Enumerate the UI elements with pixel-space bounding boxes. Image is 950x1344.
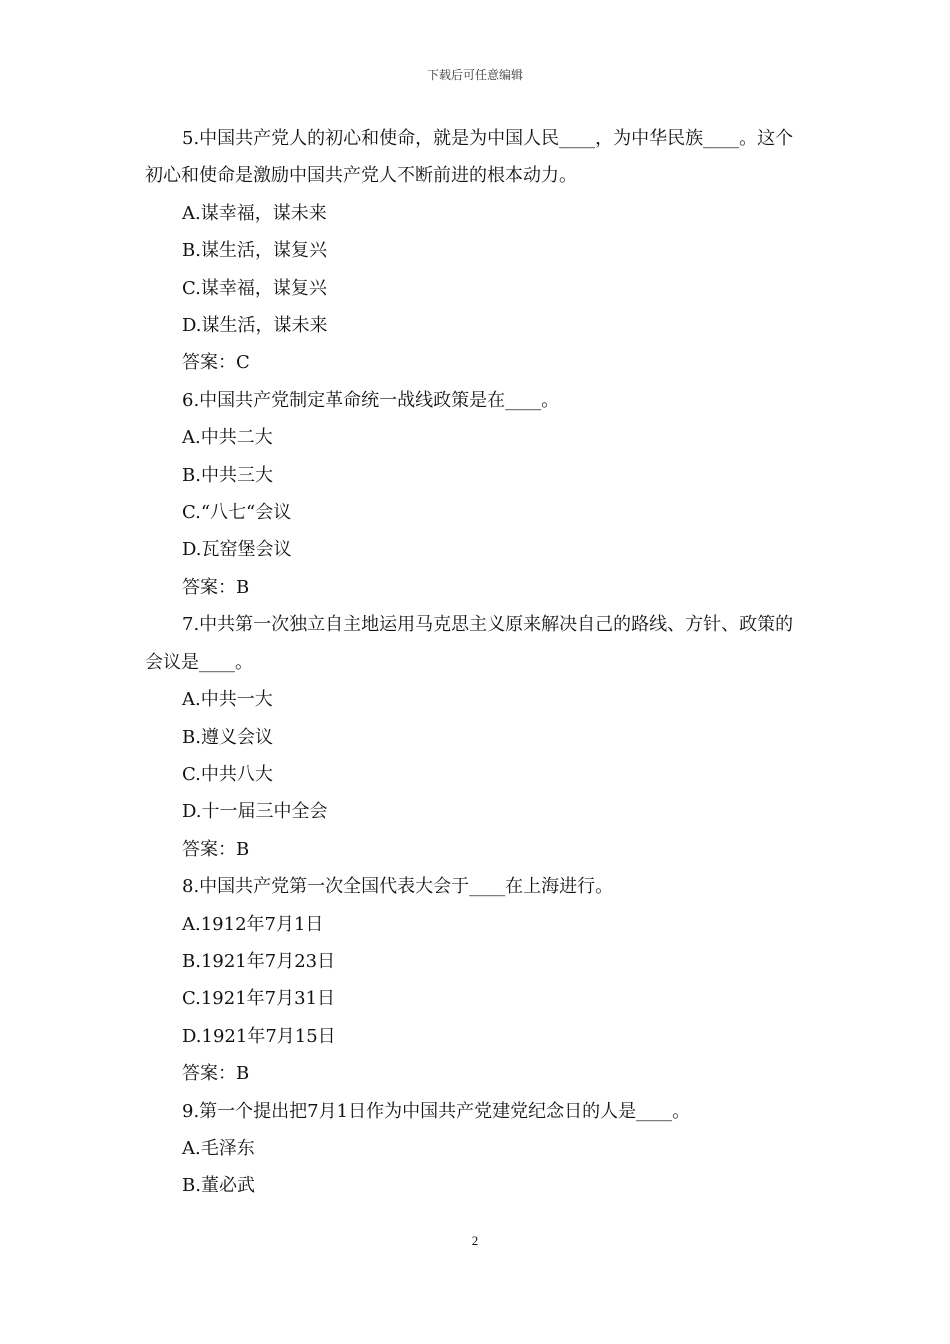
page-number: 2 bbox=[471, 1233, 479, 1248]
option-b: B.遵义会议 bbox=[182, 726, 273, 748]
option-b: B.中共三大 bbox=[182, 464, 273, 486]
question-stem: 6.中国共产党制定革命统一战线政策是在____。 bbox=[182, 389, 560, 411]
option-d: D.1921年7月15日 bbox=[182, 1025, 336, 1047]
option-a: A.谋幸福，谋未来 bbox=[182, 202, 327, 224]
option-b: B.谋生活，谋复兴 bbox=[182, 240, 327, 262]
question-block bbox=[145, 606, 810, 868]
option-c: C.“八七“会议 bbox=[182, 502, 292, 524]
question-stem: 5.中国共产党人的初心和使命，就是为中国人民____，为中华民族____。这个初心和使命是激励中国共产党人不断前进的根本动力。 bbox=[145, 128, 794, 187]
question-block bbox=[145, 120, 810, 382]
question-block bbox=[145, 1093, 810, 1205]
option-b: B.1921年7月23日 bbox=[182, 950, 336, 972]
answer: 答案：B bbox=[182, 838, 250, 860]
option-a: A.毛泽东 bbox=[182, 1137, 255, 1159]
header-note: 下载后可任意编辑 bbox=[426, 68, 523, 82]
option-d: D.谋生活，谋未来 bbox=[182, 315, 328, 337]
question-stem: 7.中共第一次独立自主地运用马克思主义原来解决自己的路线、方针、政策的会议是____。 bbox=[145, 614, 794, 673]
answer: 答案：C bbox=[182, 352, 250, 374]
option-d: D.瓦窑堡会议 bbox=[182, 539, 292, 561]
option-c: C.1921年7月31日 bbox=[182, 988, 336, 1010]
answer: 答案：B bbox=[182, 1063, 250, 1085]
question-stem: 8.中国共产党第一次全国代表大会于____在上海进行。 bbox=[182, 876, 614, 898]
option-d: D.十一届三中全会 bbox=[182, 801, 328, 823]
question-block bbox=[145, 382, 810, 606]
question-stem: 9.第一个提出把7月1日作为中国共产党建党纪念日的人是____。 bbox=[182, 1100, 691, 1122]
option-b: B.董必武 bbox=[182, 1175, 255, 1197]
option-c: C.中共八大 bbox=[182, 763, 273, 785]
content-area bbox=[145, 120, 810, 1205]
option-c: C.谋幸福，谋复兴 bbox=[182, 277, 327, 299]
option-a: A.中共二大 bbox=[182, 427, 273, 449]
option-a: A.1912年7月1日 bbox=[182, 913, 324, 935]
option-a: A.中共一大 bbox=[182, 689, 273, 711]
question-block bbox=[145, 868, 810, 1092]
answer: 答案：B bbox=[182, 576, 250, 598]
